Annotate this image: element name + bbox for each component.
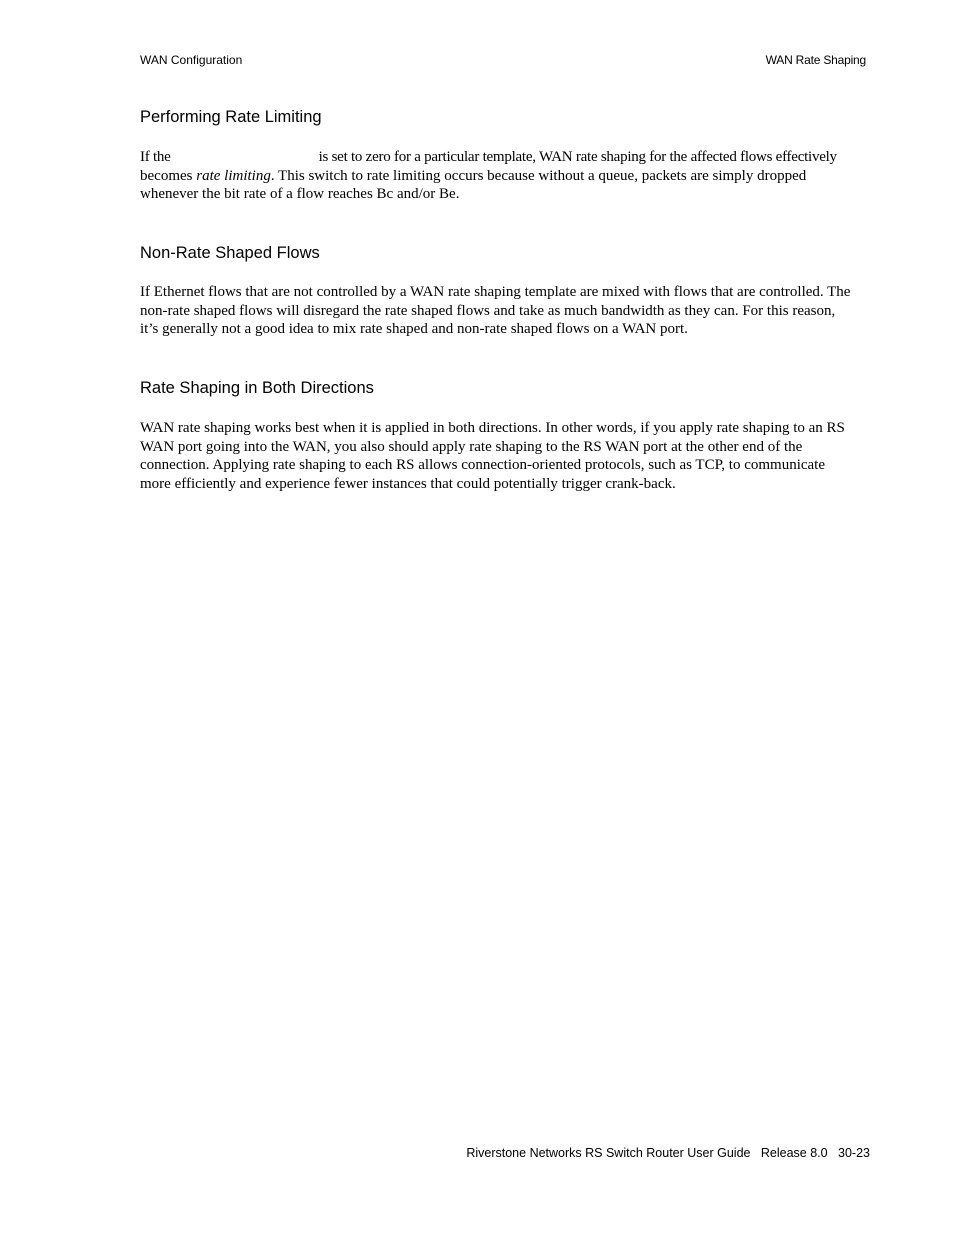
paragraph-line — [140, 167, 872, 186]
section-heading-non-rate-shaped-flows: Non-Rate Shaped Flows — [140, 244, 320, 262]
paragraph-both-directions — [140, 419, 872, 493]
paragraph-non-rate-shaped-flows — [140, 283, 872, 339]
emphasis-term: rate limiting — [196, 167, 271, 184]
paragraph-line: If Ethernet flows that are not controlled by a WAN rate shaping template are mixed with flows that are controlled. The — [140, 284, 851, 300]
running-header-chapter: WAN Configuration — [140, 53, 243, 67]
section-heading-rate-limiting: Performing Rate Limiting — [140, 108, 322, 126]
text-run: becomes — [140, 167, 197, 184]
paragraph-rate-limiting — [140, 148, 872, 204]
paragraph-line: it’s generally not a good idea to mix rate shaped and non-rate shaped flows on a WAN port. — [140, 321, 688, 338]
page-footer: Riverstone Networks RS Switch Router User Guide Release 8.0 30-23 — [466, 1146, 870, 1160]
section-heading-both-directions: Rate Shaping in Both Directions — [140, 379, 374, 397]
paragraph-line: WAN rate shaping works best when it is applied in both directions. In other words, if you apply rate shaping to an RS — [140, 420, 845, 436]
paragraph-line: non-rate shaped flows will disregard the rate shaped flows and take as much bandwidth as they can. For this reason, — [140, 302, 836, 319]
paragraph-line: more efficiently and experience fewer instances that could potentially trigger crank-back. — [140, 475, 676, 492]
running-header-section: WAN Rate Shaping — [765, 53, 866, 67]
paragraph-line: whenever the bit rate of a flow reaches Bc and/or Be. — [140, 186, 460, 203]
text-run: If the — [140, 149, 171, 165]
text-run: . This switch to rate limiting occurs because without a queue, packets are simply dropped — [270, 167, 807, 184]
paragraph-line: connection. Applying rate shaping to each RS allows connection-oriented protocols, such as TCP, to communicate — [140, 457, 825, 474]
text-run: is set to zero for a particular template, WAN rate shaping for the affected flows effectively — [318, 149, 837, 165]
paragraph-line — [140, 148, 872, 167]
paragraph-line: WAN port going into the WAN, you also should apply rate shaping to the RS WAN port at the other end of the — [140, 438, 803, 455]
